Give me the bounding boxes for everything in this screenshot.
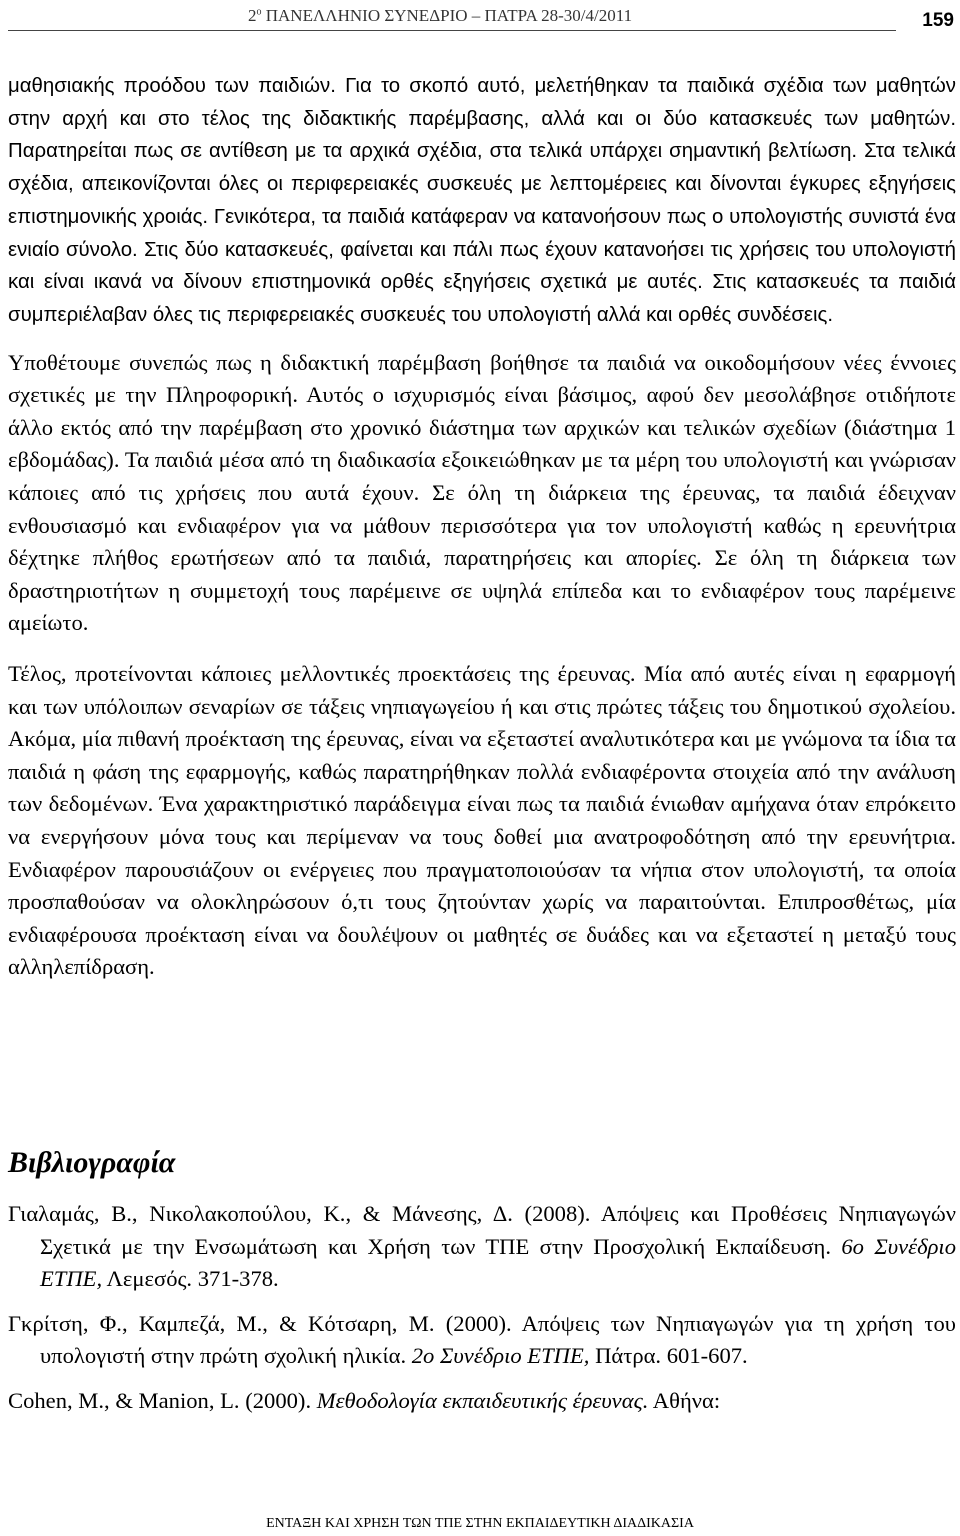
- reference-1-venue: 6ο Συνέδριο ΕΤΠΕ,: [40, 1233, 956, 1292]
- page-footer: ΕΝΤΑΞΗ ΚΑΙ ΧΡΗΣΗ ΤΩΝ ΤΠΕ ΣΤΗΝ ΕΚΠΑΙΔΕΥΤΙΚΗ ΔΙΑΔΙΚΑΣΙΑ: [266, 1516, 694, 1531]
- bibliography-heading: Βιβλιογραφία: [8, 1146, 176, 1179]
- paragraph-1: μαθησιακής προόδου των παιδιών. Για το σκοπό αυτό, μελετήθηκαν τα παιδικά σχέδια των μαθητών στην αρχή και στο τέλος της διδακτικής παρέμβασης, αλλά και οι δύο κατασκευές των μαθητών. Παρατηρείται πως σε αντίθεση με τα αρχικά σχέδια, στα τελικά υπάρχει σημαντική βελτίωση. Στα τελικά σχέδια, απεικονίζονται όλες οι περιφερειακές συσκευές με λεπτομέρειες και δίνονται έγκυρες εξηγήσεις επιστημονικής χροιάς. Γενικότερα, τα παιδιά κατάφεραν να κατανοήσουν πως ο υπολογιστής συνιστά ένα ενιαίο σύνολο. Στις δύο κατασκευές, φαίνεται και πάλι πως έχουν κατανοήσει τις χρήσεις του υπολογιστή και είναι ικανά να δίνουν επιστημονικά ορθές εξηγήσεις σχετικά με αυτές. Στις κατασκευές τα παιδιά συμπεριέλαβαν όλες τις περιφερειακές συσκευές του υπολογιστή αλλά και ορθές συνδέσεις.: [8, 75, 956, 326]
- paragraph-3: Τέλος, προτείνονται κάποιες μελλοντικές προεκτάσεις της έρευνας. Μία από αυτές είναι η εφαρμογή και των υπόλοιπων σεναρίων σε τάξεις νηπιαγωγείου ή και στις πρώτες τάξεις του δημοτικού σχολείου. Ακόμα, μία πιθανή προέκταση της έρευνας, είναι να εξεταστεί αναλυτικότερα και με γνώμονα τα ίδια τα παιδιά η φάση της εφαρμογής, καθώς παρατηρήθηκαν πολλά ενδιαφέροντα στοιχεία από την ανάλυση των δεδομένων. Ένα χαρακτηριστικό παράδειγμα είναι πως τα παιδιά ένιωθαν αμήχανα όταν επρόκειτο να ενεργήσουν μόνα τους και περίμεναν να τους δοθεί μια ανατροφοδότηση από την ερευνήτρια. Ενδιαφέρον παρουσιάζουν οι ενέργειες που πραγματοποιούσαν τα νήπια στον υπολογιστή, τα οποία προσπαθούσαν να ολοκληρώσουν ό,τι τους ζητούνταν χωρίς να παραιτούνται. Επιπροσθέτως, μία ενδιαφέρουσα προέκταση είναι να δουλέψουν οι μαθητές σε δυάδες και να εξεταστεί η μεταξύ τους αλληλεπίδραση.: [8, 660, 956, 980]
- reference-1: [8, 1198, 956, 1296]
- page-number: 159: [922, 10, 954, 31]
- page-header: [8, 0, 956, 40]
- header-title-superscript: ο: [256, 6, 262, 18]
- reference-3: [8, 1385, 956, 1418]
- reference-3-publisher: Αθήνα:: [648, 1387, 721, 1413]
- reference-2-venue: 2ο Συνέδριο ΕΤΠΕ,: [411, 1343, 590, 1369]
- reference-1-text: Γιαλαμάς, Β., Νικολακοπούλου, Κ., & Μάνεσης, Δ. (2008). Απόψεις και Προθέσεις Νηπιαγωγών Σχετικά με την Ενσωμάτωση και Χρήση των ΤΠΕ στην Προσχολική Εκπαίδευση.: [8, 1201, 956, 1259]
- reference-3-text: Cohen, M., & Manion, L. (2000).: [8, 1387, 317, 1413]
- reference-2: [8, 1308, 956, 1373]
- header-title-prefix: 2: [248, 6, 257, 25]
- body-text: [8, 70, 956, 984]
- reference-3-title: Μεθοδολογία εκπαιδευτικής έρευνας.: [316, 1387, 649, 1413]
- header-title-rest: ΠΑΝΕΛΛΗΝΙΟ ΣΥΝΕΔΡΙΟ – ΠΑΤΡΑ 28-30/4/2011: [261, 6, 633, 25]
- header-divider: [8, 30, 896, 31]
- reference-2-pages: Πάτρα. 601-607.: [589, 1343, 748, 1369]
- paragraph-2: Υποθέτουμε συνεπώς πως η διδακτική παρέμβαση βοήθησε τα παιδιά να οικοδομήσουν νέες έννοιες σχετικές με την Πληροφορική. Αυτός ο ισχυρισμός είναι βάσιμος, αφού δεν μεσολάβησε οτιδήποτε άλλο εκτός από την παρέμβαση στο χρονικό διάστημα των αρχικών και τελικών σχεδίων (διάστημα 1 εβδομάδας). Τα παιδιά μέσα από τη διαδικασία εξοικειώθηκαν με τα μέρη του υπολογιστή και γνώρισαν κάποιες από τις χρήσεις που αυτά έχουν. Σε όλη τη διάρκεια της έρευνας, τα παιδιά έδειχναν ενθουσιασμό και ενδιαφέρον για να μάθουν περισσότερα για τον υπολογιστή καθώς η ερευνήτρια δέχτηκε πλήθος ερωτήσεων από τα παιδιά, παρατηρήσεις και απορίες. Σε όλη τη διάρκεια των δραστηριοτήτων η συμμετοχή τους παρέμεινε σε υψηλά επίπεδα και το ενδιαφέρον τους παρέμεινε αμείωτο.: [8, 349, 956, 636]
- reference-2-text: Γκρίτση, Φ., Καμπεζά, Μ., & Κότσαρη, Μ. (2000). Απόψεις των Νηπιαγωγών για τη χρήση του υπολογιστή στην πρώτη σχολική ηλικία.: [8, 1310, 956, 1369]
- bibliography-list: [8, 1198, 956, 1430]
- running-header-title: [248, 6, 632, 26]
- reference-1-pages: Λεμεσός. 371-378.: [102, 1266, 279, 1292]
